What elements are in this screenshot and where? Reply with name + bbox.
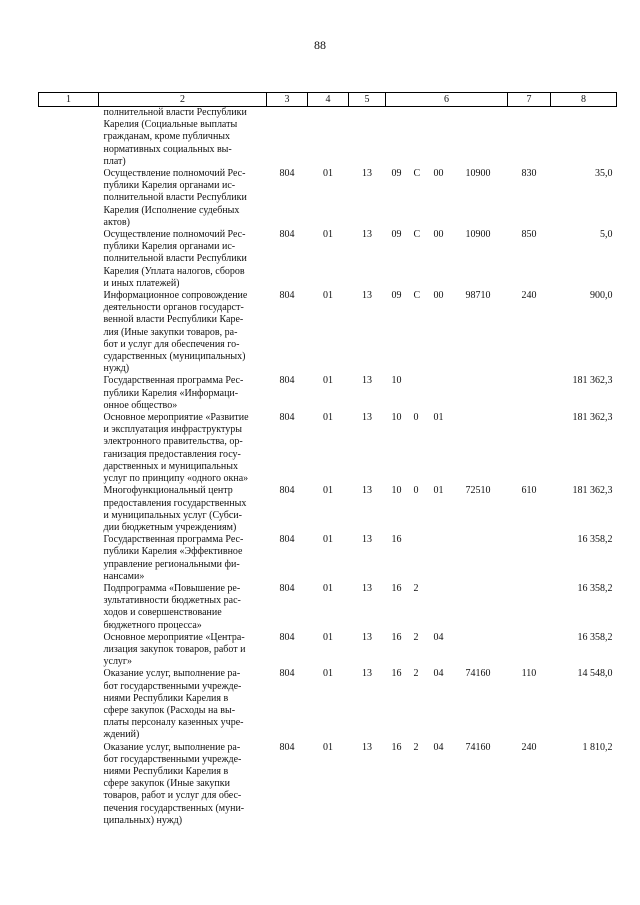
csr-part-3: 01: [433, 485, 444, 497]
csr-part-2: С: [413, 168, 421, 180]
row-name: Многофункциональный центр предоставления государственных и муниципальных услуг (Субси- дии бюджетным учреждениям): [103, 485, 247, 533]
csr-part-1: 16: [391, 741, 402, 753]
row-code-vr: [508, 412, 551, 485]
row-code-vr: 110: [521, 668, 537, 680]
row-col-1: [39, 632, 99, 669]
row-code-vr: [508, 583, 551, 632]
csr-part-4: 98710: [465, 290, 491, 302]
row-code-pr: 13: [362, 741, 372, 753]
row-code-csr: [386, 290, 508, 375]
row-code-gr: 804: [279, 534, 295, 546]
row-code-gr: 804: [279, 168, 295, 180]
csr-part-1: 09: [391, 290, 402, 302]
row-amount: 16 358,2: [577, 631, 613, 643]
row-code-rz: 01: [323, 741, 333, 753]
row-code-csr: [386, 229, 508, 290]
row-code-rz: 01: [323, 168, 333, 180]
row-amount: 16 358,2: [577, 534, 613, 546]
row-name: Основное мероприятие «Центра- лизация закупок товаров, работ и услуг»: [103, 631, 246, 668]
csr-part-1: 16: [391, 668, 402, 680]
row-name: Подпрограмма «Повышение ре- зультативности бюджетных рас- ходов и совершенствование бюджетного процесса»: [103, 582, 241, 631]
table-row: [39, 290, 617, 375]
row-code-gr: 804: [279, 412, 295, 424]
header-col-6: 6: [386, 93, 508, 107]
row-code-pr: 13: [362, 290, 372, 302]
csr-part-3: 00: [433, 229, 444, 241]
row-amount: 181 362,3: [572, 375, 613, 387]
csr-part-3: 04: [433, 631, 444, 643]
row-code-vr: [508, 632, 551, 669]
budget-table: [38, 92, 617, 827]
csr-part-4: 10900: [465, 229, 491, 241]
row-code-gr: 804: [279, 375, 295, 387]
table-row: [39, 632, 617, 669]
header-col-1: 1: [39, 93, 99, 107]
row-code-vr: 610: [521, 485, 537, 497]
row-col-1: [39, 583, 99, 632]
row-code-gr: 804: [279, 582, 295, 594]
table-row: [39, 229, 617, 290]
csr-part-1: 10: [391, 412, 402, 424]
row-col-1: [39, 229, 99, 290]
csr-part-2: 2: [413, 631, 419, 643]
row-code-gr: 804: [279, 741, 295, 753]
row-code-vr: 830: [521, 168, 537, 180]
csr-part-2: 2: [413, 741, 419, 753]
table-row: [39, 412, 617, 485]
row-code-csr: [386, 632, 508, 669]
row-code-pr: 13: [362, 485, 372, 497]
csr-part-2: 0: [413, 412, 419, 424]
row-code-pr: 13: [362, 375, 372, 387]
row-col-1: [39, 742, 99, 827]
row-code-pr: 13: [362, 668, 372, 680]
csr-part-4: 74160: [465, 668, 491, 680]
csr-part-1: 16: [391, 582, 402, 594]
csr-part-2: 0: [413, 485, 419, 497]
csr-part-2: С: [413, 229, 421, 241]
csr-part-4: 10900: [465, 168, 491, 180]
row-code-pr: 13: [362, 168, 372, 180]
csr-part-2: С: [413, 290, 421, 302]
row-code-rz: 01: [323, 534, 333, 546]
row-code-gr: 804: [279, 229, 295, 241]
row-code-pr: 13: [362, 229, 372, 241]
csr-part-1: 09: [391, 168, 402, 180]
row-name: Информационное сопровождение деятельности органов государст- венной власти Республики Каре- лия (Иные закупки товаров, ра- бот и услуг для обеспечения го- сударственных (муниципальных) нужд): [103, 290, 248, 375]
row-code-pr: 13: [362, 582, 372, 594]
table-row: [39, 668, 617, 741]
row-code-csr: [386, 485, 508, 534]
row-amount: 16 358,2: [577, 582, 613, 594]
row-name: Оказание услуг, выполнение ра- бот государственными учрежде- ниями Республики Карелия в сфере закупок (Расходы на вы- платы персоналу казенных учре- ждений): [103, 668, 244, 741]
row-code-rz: 01: [323, 290, 333, 302]
csr-part-3: 00: [433, 290, 444, 302]
csr-part-4: 72510: [465, 485, 491, 497]
row-code-csr: [386, 168, 508, 229]
csr-part-4: 74160: [465, 741, 491, 753]
row-code-gr: 804: [279, 631, 295, 643]
page-number: 88: [314, 38, 326, 52]
header-col-7: 7: [508, 93, 551, 107]
row-code-vr: 240: [521, 741, 537, 753]
csr-part-3: 00: [433, 168, 444, 180]
table-row: [39, 534, 617, 583]
header-col-8: 8: [551, 93, 617, 107]
row-code-rz: 01: [323, 631, 333, 643]
table-row: [39, 485, 617, 534]
row-col-1: [39, 375, 99, 412]
row-code-pr: 13: [362, 631, 372, 643]
row-amount: 35,0: [595, 168, 613, 180]
row-code-csr: [386, 742, 508, 827]
csr-part-2: 2: [413, 582, 419, 594]
csr-part-1: 16: [391, 534, 402, 546]
row-code-vr: [508, 534, 551, 583]
header-col-2: 2: [99, 93, 267, 107]
row-code-csr: [386, 534, 508, 583]
row-code-rz: 01: [323, 668, 333, 680]
header-col-3: 3: [267, 93, 308, 107]
header-col-4: 4: [308, 93, 349, 107]
row-name: Государственная программа Рес- публики Карелия «Информаци- онное общество»: [103, 375, 244, 411]
row-name: Осуществление полномочий Рес- публики Карелия органами ис- полнительной власти Республики Карелия (Исполнение судебных актов): [103, 168, 247, 228]
table-header-row: [39, 93, 617, 107]
row-name: полнительной власти Республики Карелия (Социальные выплаты гражданам, кроме публичных нормативных социальных вы- плат): [103, 107, 247, 167]
row-name: Осуществление полномочий Рес- публики Карелия органами ис- полнительной власти Республики Карелия (Уплата налогов, сборов и иных платежей): [103, 229, 247, 289]
row-code-vr: [508, 375, 551, 412]
csr-part-1: 10: [391, 485, 402, 497]
table-row: [39, 168, 617, 229]
row-col-1: [39, 668, 99, 741]
row-code-rz: 01: [323, 582, 333, 594]
row-code-rz: 01: [323, 375, 333, 387]
csr-part-1: 09: [391, 229, 402, 241]
table-row: [39, 583, 617, 632]
row-amount: 5,0: [600, 229, 613, 241]
row-code-vr: 850: [521, 229, 537, 241]
row-code-rz: 01: [323, 229, 333, 241]
row-code-rz: 01: [323, 412, 333, 424]
header-col-5: 5: [349, 93, 386, 107]
row-code-gr: 804: [279, 485, 295, 497]
csr-part-3: 04: [433, 668, 444, 680]
row-code-vr: 240: [521, 290, 537, 302]
table-row: [39, 375, 617, 412]
row-code-csr: [386, 412, 508, 485]
csr-part-3: 04: [433, 741, 444, 753]
row-col-1: [39, 534, 99, 583]
row-code-pr: 13: [362, 412, 372, 424]
table-row: [39, 742, 617, 827]
csr-part-2: 2: [413, 668, 419, 680]
row-col-1: [39, 412, 99, 485]
row-code-csr: [386, 375, 508, 412]
row-code-gr: 804: [279, 290, 295, 302]
row-name: Государственная программа Рес- публики Карелия «Эффективное управление региональными фи- нансами»: [103, 534, 244, 582]
row-col-1: [39, 290, 99, 375]
csr-part-3: 01: [433, 412, 444, 424]
row-code-gr: 804: [279, 668, 295, 680]
row-amount: 14 548,0: [577, 668, 613, 680]
row-amount: 181 362,3: [572, 485, 613, 497]
row-code-pr: 13: [362, 534, 372, 546]
row-name: Оказание услуг, выполнение ра- бот государственными учрежде- ниями Республики Карелия в сфере закупок (Иные закупки товаров, работ и услуг для обес- печения государственных (муни- ципальных) нужд): [103, 741, 245, 826]
row-amount: 900,0: [590, 290, 613, 302]
row-col-1: [39, 168, 99, 229]
row-code-csr: [386, 668, 508, 741]
row-amount: 1 810,2: [582, 741, 613, 753]
row-col-1: [39, 485, 99, 534]
table-row-continuation: [39, 107, 617, 169]
row-code-csr: [386, 583, 508, 632]
row-amount: 181 362,3: [572, 412, 613, 424]
csr-part-1: 10: [391, 375, 402, 387]
row-code-rz: 01: [323, 485, 333, 497]
row-name: Основное мероприятие «Развитие и эксплуатация инфраструктуры электронного правительства, ор- ганизация предоставления госу- дарственных и муниципальных услуг по принципу «одного окна»: [103, 412, 249, 485]
csr-part-1: 16: [391, 631, 402, 643]
